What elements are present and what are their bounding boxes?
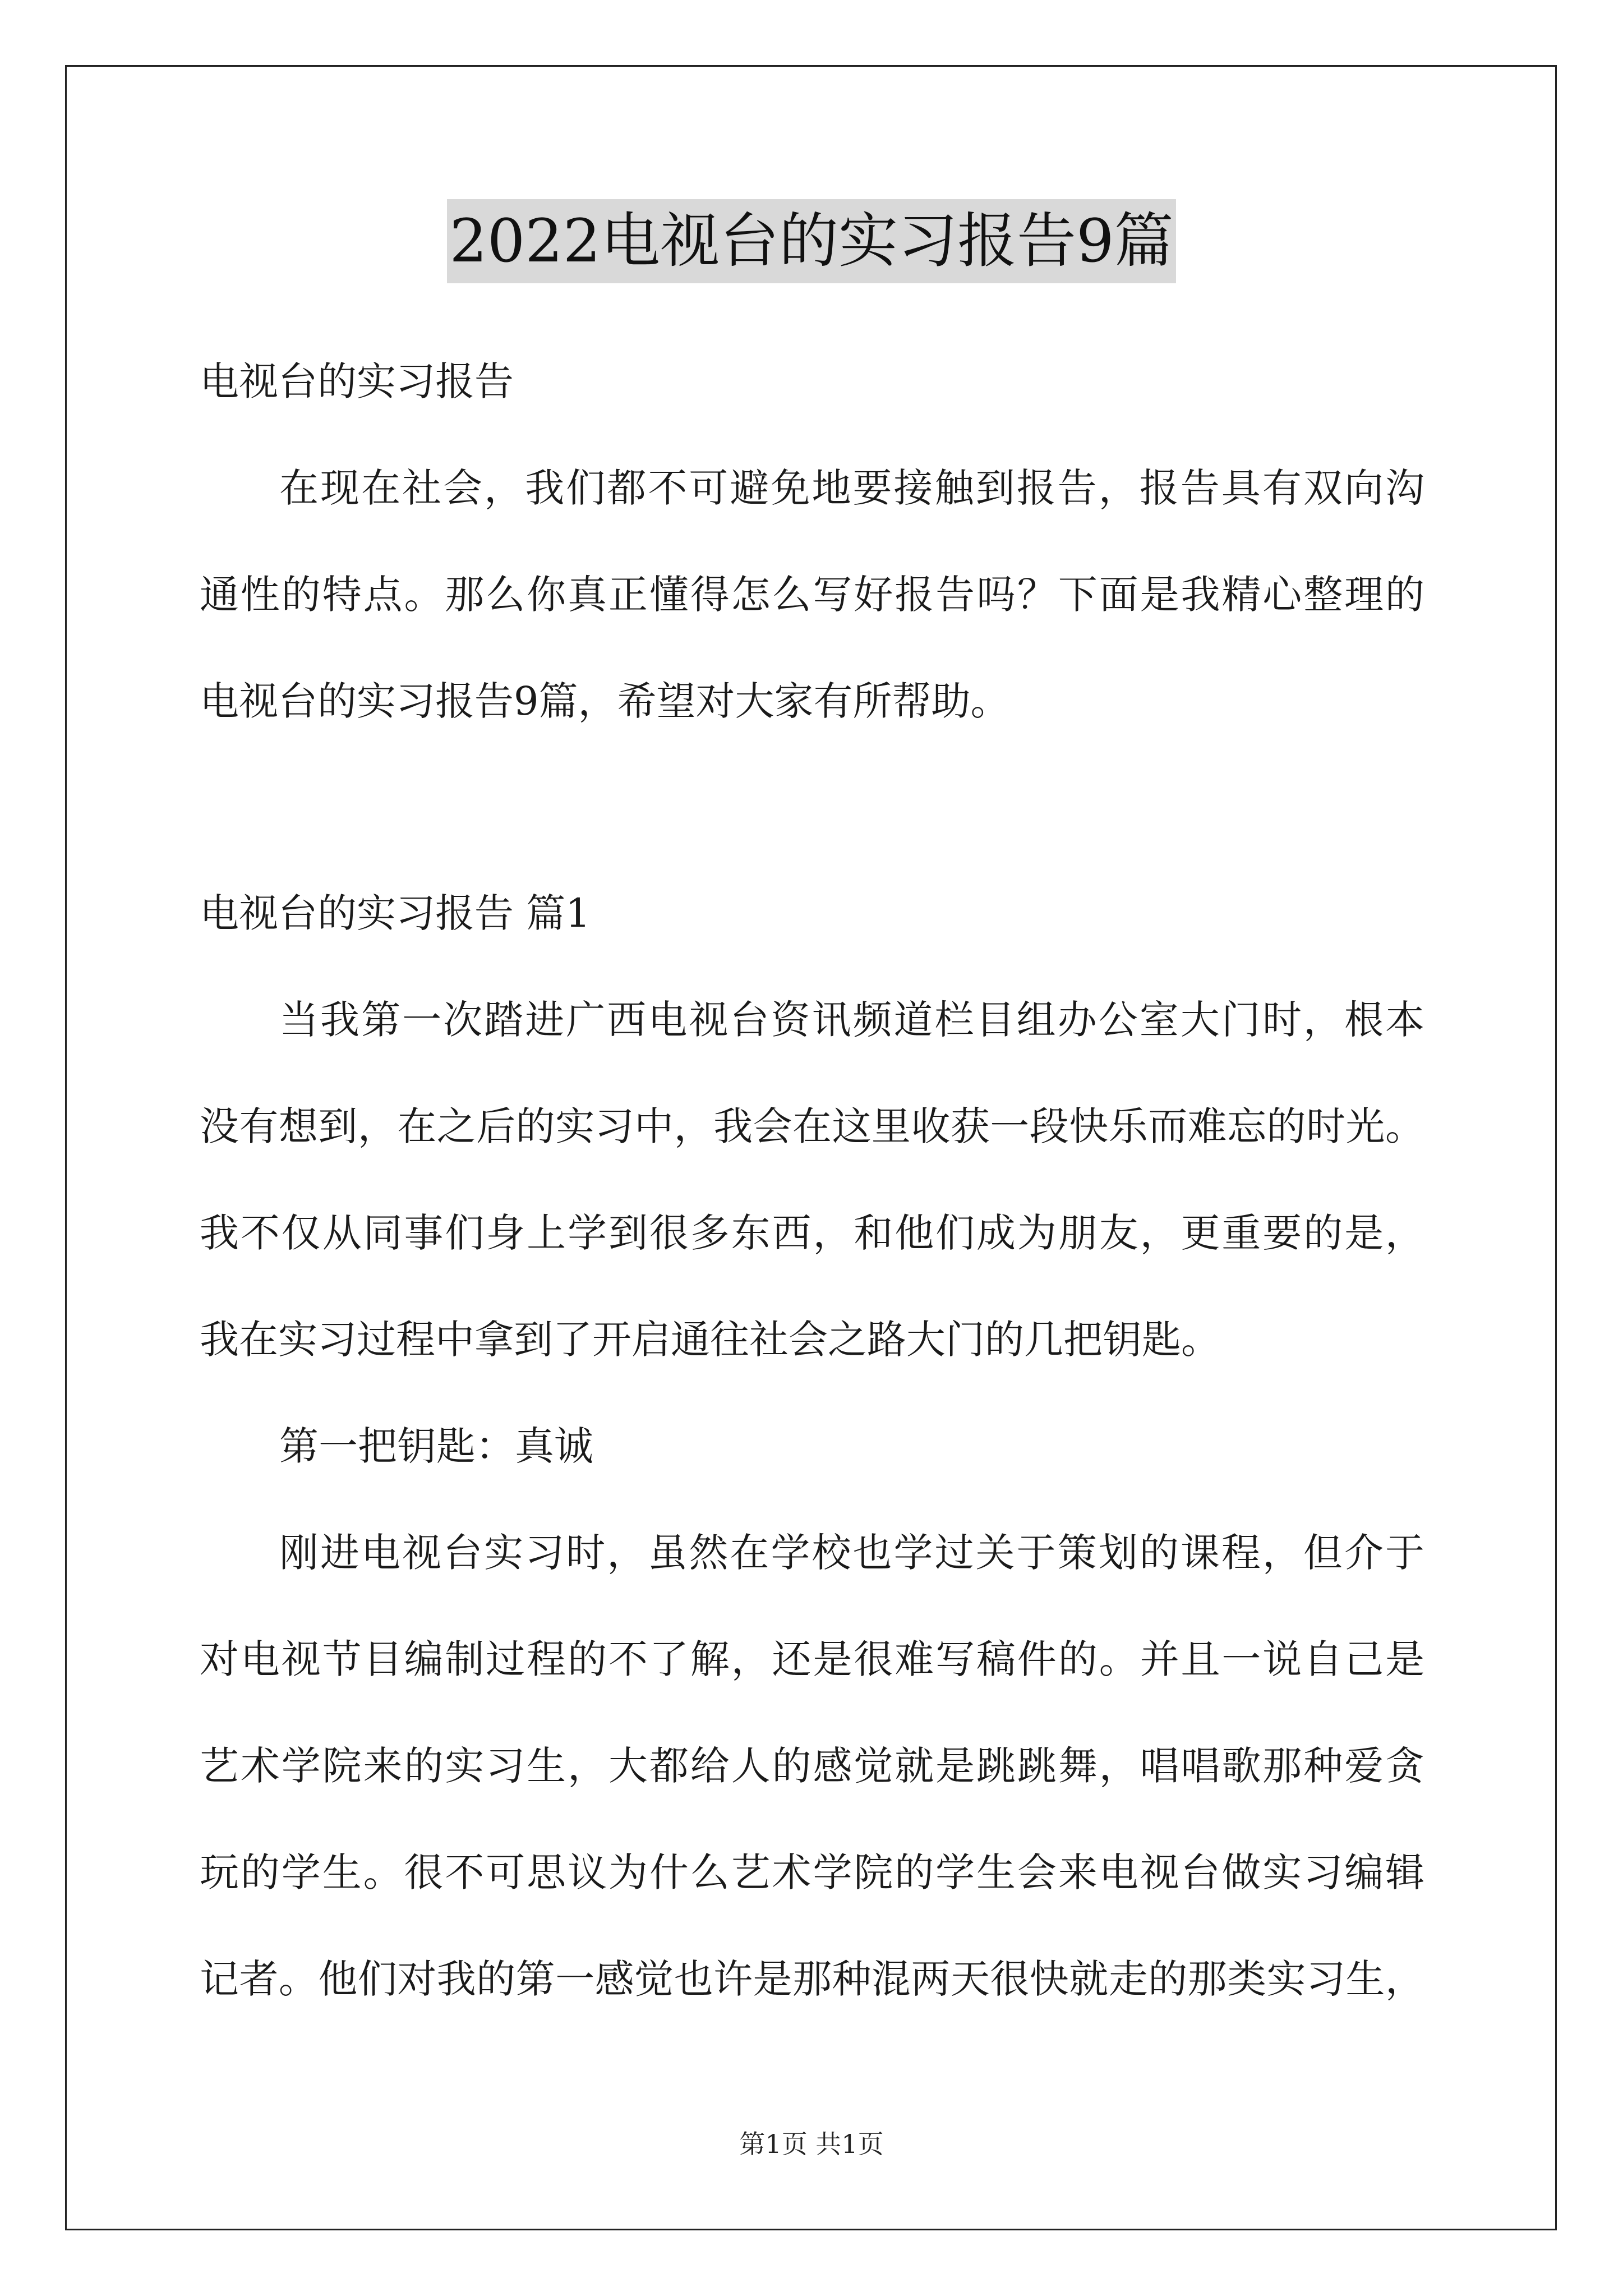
paragraph-line: 没有想到，在之后的实习中，我会在这里收获一段快乐而难忘的时光。 — [200, 1103, 1424, 1149]
title-container — [0, 199, 1623, 283]
paragraph-line: 对电视节目编制过程的不了解，还是很难写稿件的。并且一说自己是 — [200, 1636, 1424, 1682]
document-title: 2022电视台的实习报告9篇 — [447, 199, 1175, 283]
paragraph-line: 通性的特点。那么你真正懂得怎么写好报告吗？下面是我精心整理的 — [200, 572, 1424, 618]
paragraph-line: 电视台的实习报告9篇，希望对大家有所帮助。 — [200, 678, 1010, 724]
subheading-first-key: 第一把钥匙：真诚 — [279, 1423, 593, 1469]
paragraph-line: 在现在社会，我们都不可避免地要接触到报告，报告具有双向沟 — [279, 465, 1424, 511]
paragraph-line: 我在实习过程中拿到了开启通往社会之路大门的几把钥匙。 — [200, 1317, 1220, 1363]
page-footer: 第1页 共1页 — [739, 2129, 884, 2159]
paragraph-line: 我不仅从同事们身上学到很多东西，和他们成为朋友，更重要的是， — [200, 1210, 1424, 1256]
paragraph-line: 当我第一次踏进广西电视台资讯频道栏目组办公室大门时，根本 — [279, 997, 1424, 1043]
paragraph-line: 艺术学院来的实习生，大都给人的感觉就是跳跳舞，唱唱歌那种爱贪 — [200, 1743, 1424, 1789]
paragraph-line: 玩的学生。很不可思议为什么艺术学院的学生会来电视台做实习编辑 — [200, 1849, 1424, 1895]
paragraph-line: 刚进电视台实习时，虽然在学校也学过关于策划的课程，但介于 — [279, 1530, 1424, 1576]
section-heading-intro: 电视台的实习报告 — [200, 358, 514, 404]
paragraph-line: 记者。他们对我的第一感觉也许是那种混两天很快就走的那类实习生， — [200, 1956, 1424, 2002]
section-heading-part-1: 电视台的实习报告 篇1 — [200, 890, 591, 936]
